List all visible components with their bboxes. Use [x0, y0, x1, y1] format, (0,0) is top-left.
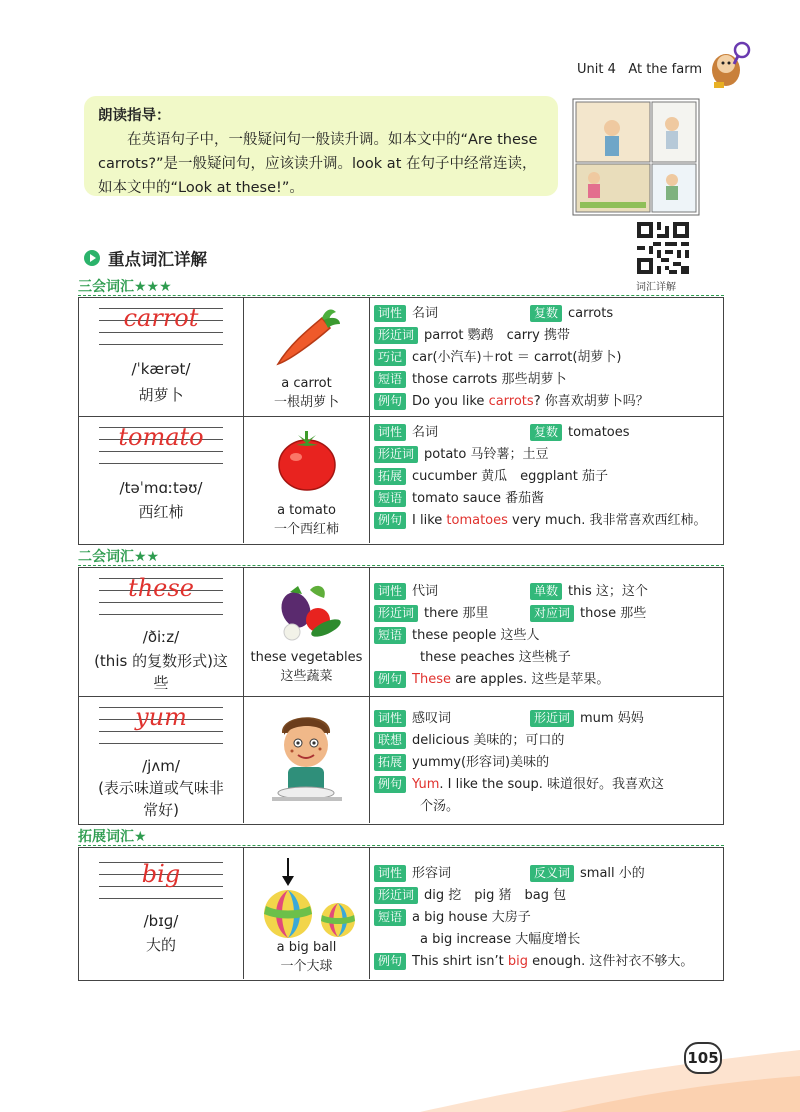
detail-line: 词性 名词 复数 carrots	[374, 303, 723, 325]
vocab-row-carrot	[79, 298, 723, 416]
example-sentence: 例句 Yum. I like the soup. 味道很好。我喜欢这	[374, 774, 723, 796]
vocab-row-yum	[79, 696, 723, 823]
reading-guide-box	[84, 96, 558, 196]
tomato-icon	[274, 427, 340, 493]
level-two-divider	[78, 565, 724, 566]
example-sentence: 例句 These are apples. 这些是苹果。	[374, 669, 723, 691]
detail-line: 形近词 parrot 鹦鹉 carry 携带	[374, 325, 723, 347]
play-circle-icon	[84, 250, 100, 266]
boy-eating-icon	[262, 705, 352, 813]
level-ext-divider	[78, 845, 724, 846]
unit-title: At the farm	[628, 62, 702, 77]
meaning: (this 的复数形式)这些	[94, 652, 228, 692]
vocab-word: these	[128, 574, 194, 602]
detail-cell	[370, 697, 723, 823]
word-cell	[79, 568, 244, 696]
detail-cell	[370, 848, 723, 979]
carrot-icon	[270, 306, 342, 372]
phonetic: /bɪɡ/	[143, 912, 179, 930]
phonetic: /jʌm/	[142, 757, 180, 775]
picture-caption-en: a big ball	[276, 940, 337, 955]
qr-code-icon	[637, 222, 689, 274]
detail-line: 词性 感叹词 形近词 mum 妈妈	[374, 708, 723, 730]
word-cell	[79, 848, 244, 979]
vegetables-icon	[272, 580, 344, 644]
word-cell	[79, 697, 244, 823]
picture-caption-en: these vegetables	[250, 650, 363, 665]
detail-line: 短语 these people 这些人	[374, 625, 723, 647]
vocab-card-ext	[78, 847, 724, 981]
picture-caption-en: a carrot	[281, 376, 332, 391]
picture-caption-cn: 一根胡萝卜	[273, 395, 339, 410]
level-ext-label: 拓展词汇★	[78, 829, 147, 845]
level-three-label: 三会词汇★★★	[78, 279, 172, 295]
vocab-word: tomato	[118, 423, 204, 451]
picture-cell	[244, 697, 370, 823]
detail-line: these peaches 这些桃子	[420, 650, 571, 665]
detail-line: 联想 delicious 美味的；可口的	[374, 730, 723, 752]
level-three-divider	[78, 295, 724, 296]
detail-line: 词性 名词 复数 tomatoes	[374, 422, 723, 444]
detail-cell	[370, 298, 723, 416]
balls-icon	[258, 856, 358, 940]
phonetic: /ðiːz/	[142, 628, 180, 646]
picture-caption-cn: 这些蔬菜	[280, 669, 333, 684]
picture-cell	[244, 848, 370, 979]
picture-cell	[244, 417, 370, 543]
page-number: 105	[684, 1042, 722, 1074]
vocab-row-tomato	[79, 416, 723, 543]
vocab-word: yum	[135, 703, 187, 731]
vocab-card-three	[78, 297, 724, 545]
vocab-word: carrot	[123, 304, 199, 332]
picture-cell	[244, 568, 370, 696]
section-title	[84, 246, 207, 270]
reading-guide-text: 在英语句子中，一般疑问句一般读升调。如本文中的“Are these carrots?”是一般疑问句，应该读升调。look at 在句子中经常连读，如本文中的“Look at these!”。	[98, 132, 538, 196]
comic-illustration	[572, 98, 700, 216]
meaning: 胡萝卜	[138, 386, 184, 404]
detail-line: 词性 代词 单数 this 这；这个	[374, 581, 723, 603]
detail-line: 短语 a big house 大房子	[374, 907, 723, 929]
detail-line: 拓展 yummy(形容词)美味的	[374, 752, 723, 774]
example-sentence: 例句 I like tomatoes very much. 我非常喜欢西红柿。	[374, 510, 723, 532]
detail-line: 拓展 cucumber 黄瓜 eggplant 茄子	[374, 466, 723, 488]
mascot-icon	[706, 38, 752, 90]
detail-line: 巧记 car(小汽车)＋rot ＝ carrot(胡萝卜)	[374, 347, 723, 369]
picture-caption-cn: 一个西红柿	[273, 522, 339, 537]
detail-line: 形近词 dig 挖 pig 猪 bag 包	[374, 885, 723, 907]
phonetic: /təˈmɑːtəʊ/	[119, 479, 203, 497]
picture-caption-en: a tomato	[277, 503, 336, 518]
example-sentence: 例句 Do you like carrots? 你喜欢胡萝卜吗？	[374, 391, 723, 413]
example-sentence-cont: 个汤。	[420, 799, 460, 814]
reading-guide-title: 朗读指导：	[98, 108, 171, 124]
vocab-row-big	[79, 848, 723, 979]
detail-line: a big increase 大幅度增长	[420, 932, 581, 947]
example-sentence: 例句 This shirt isn’t big enough. 这件衬衣不够大。	[374, 951, 723, 973]
phonetic: /ˈkærət/	[131, 360, 191, 378]
detail-line: 形近词 potato 马铃薯；土豆	[374, 444, 723, 466]
detail-line: 词性 形容词 反义词 small 小的	[374, 863, 723, 885]
section-title-text: 重点词汇详解	[108, 250, 207, 269]
vocab-card-two	[78, 567, 724, 825]
page-header	[577, 62, 702, 77]
unit-label: Unit 4	[577, 62, 616, 77]
word-cell	[79, 417, 244, 543]
detail-line: 短语 tomato sauce 番茄酱	[374, 488, 723, 510]
detail-line: 形近词 there 那里 对应词 those 那些	[374, 603, 723, 625]
meaning: 西红柿	[138, 503, 184, 521]
vocab-row-these	[79, 568, 723, 696]
vocab-word: big	[141, 860, 181, 888]
qr-label: 词汇详解	[636, 282, 676, 293]
detail-line: 短语 those carrots 那些胡萝卜	[374, 369, 723, 391]
meaning: 大的	[145, 936, 176, 954]
level-two-label: 二会词汇★★	[78, 549, 160, 565]
meaning: (表示味道或气味非常好)	[98, 779, 224, 819]
word-cell	[79, 298, 244, 416]
page-wave-decoration	[0, 1030, 800, 1112]
detail-cell	[370, 417, 723, 543]
picture-cell	[244, 298, 370, 416]
picture-caption-cn: 一个大球	[280, 959, 333, 974]
detail-cell	[370, 568, 723, 696]
